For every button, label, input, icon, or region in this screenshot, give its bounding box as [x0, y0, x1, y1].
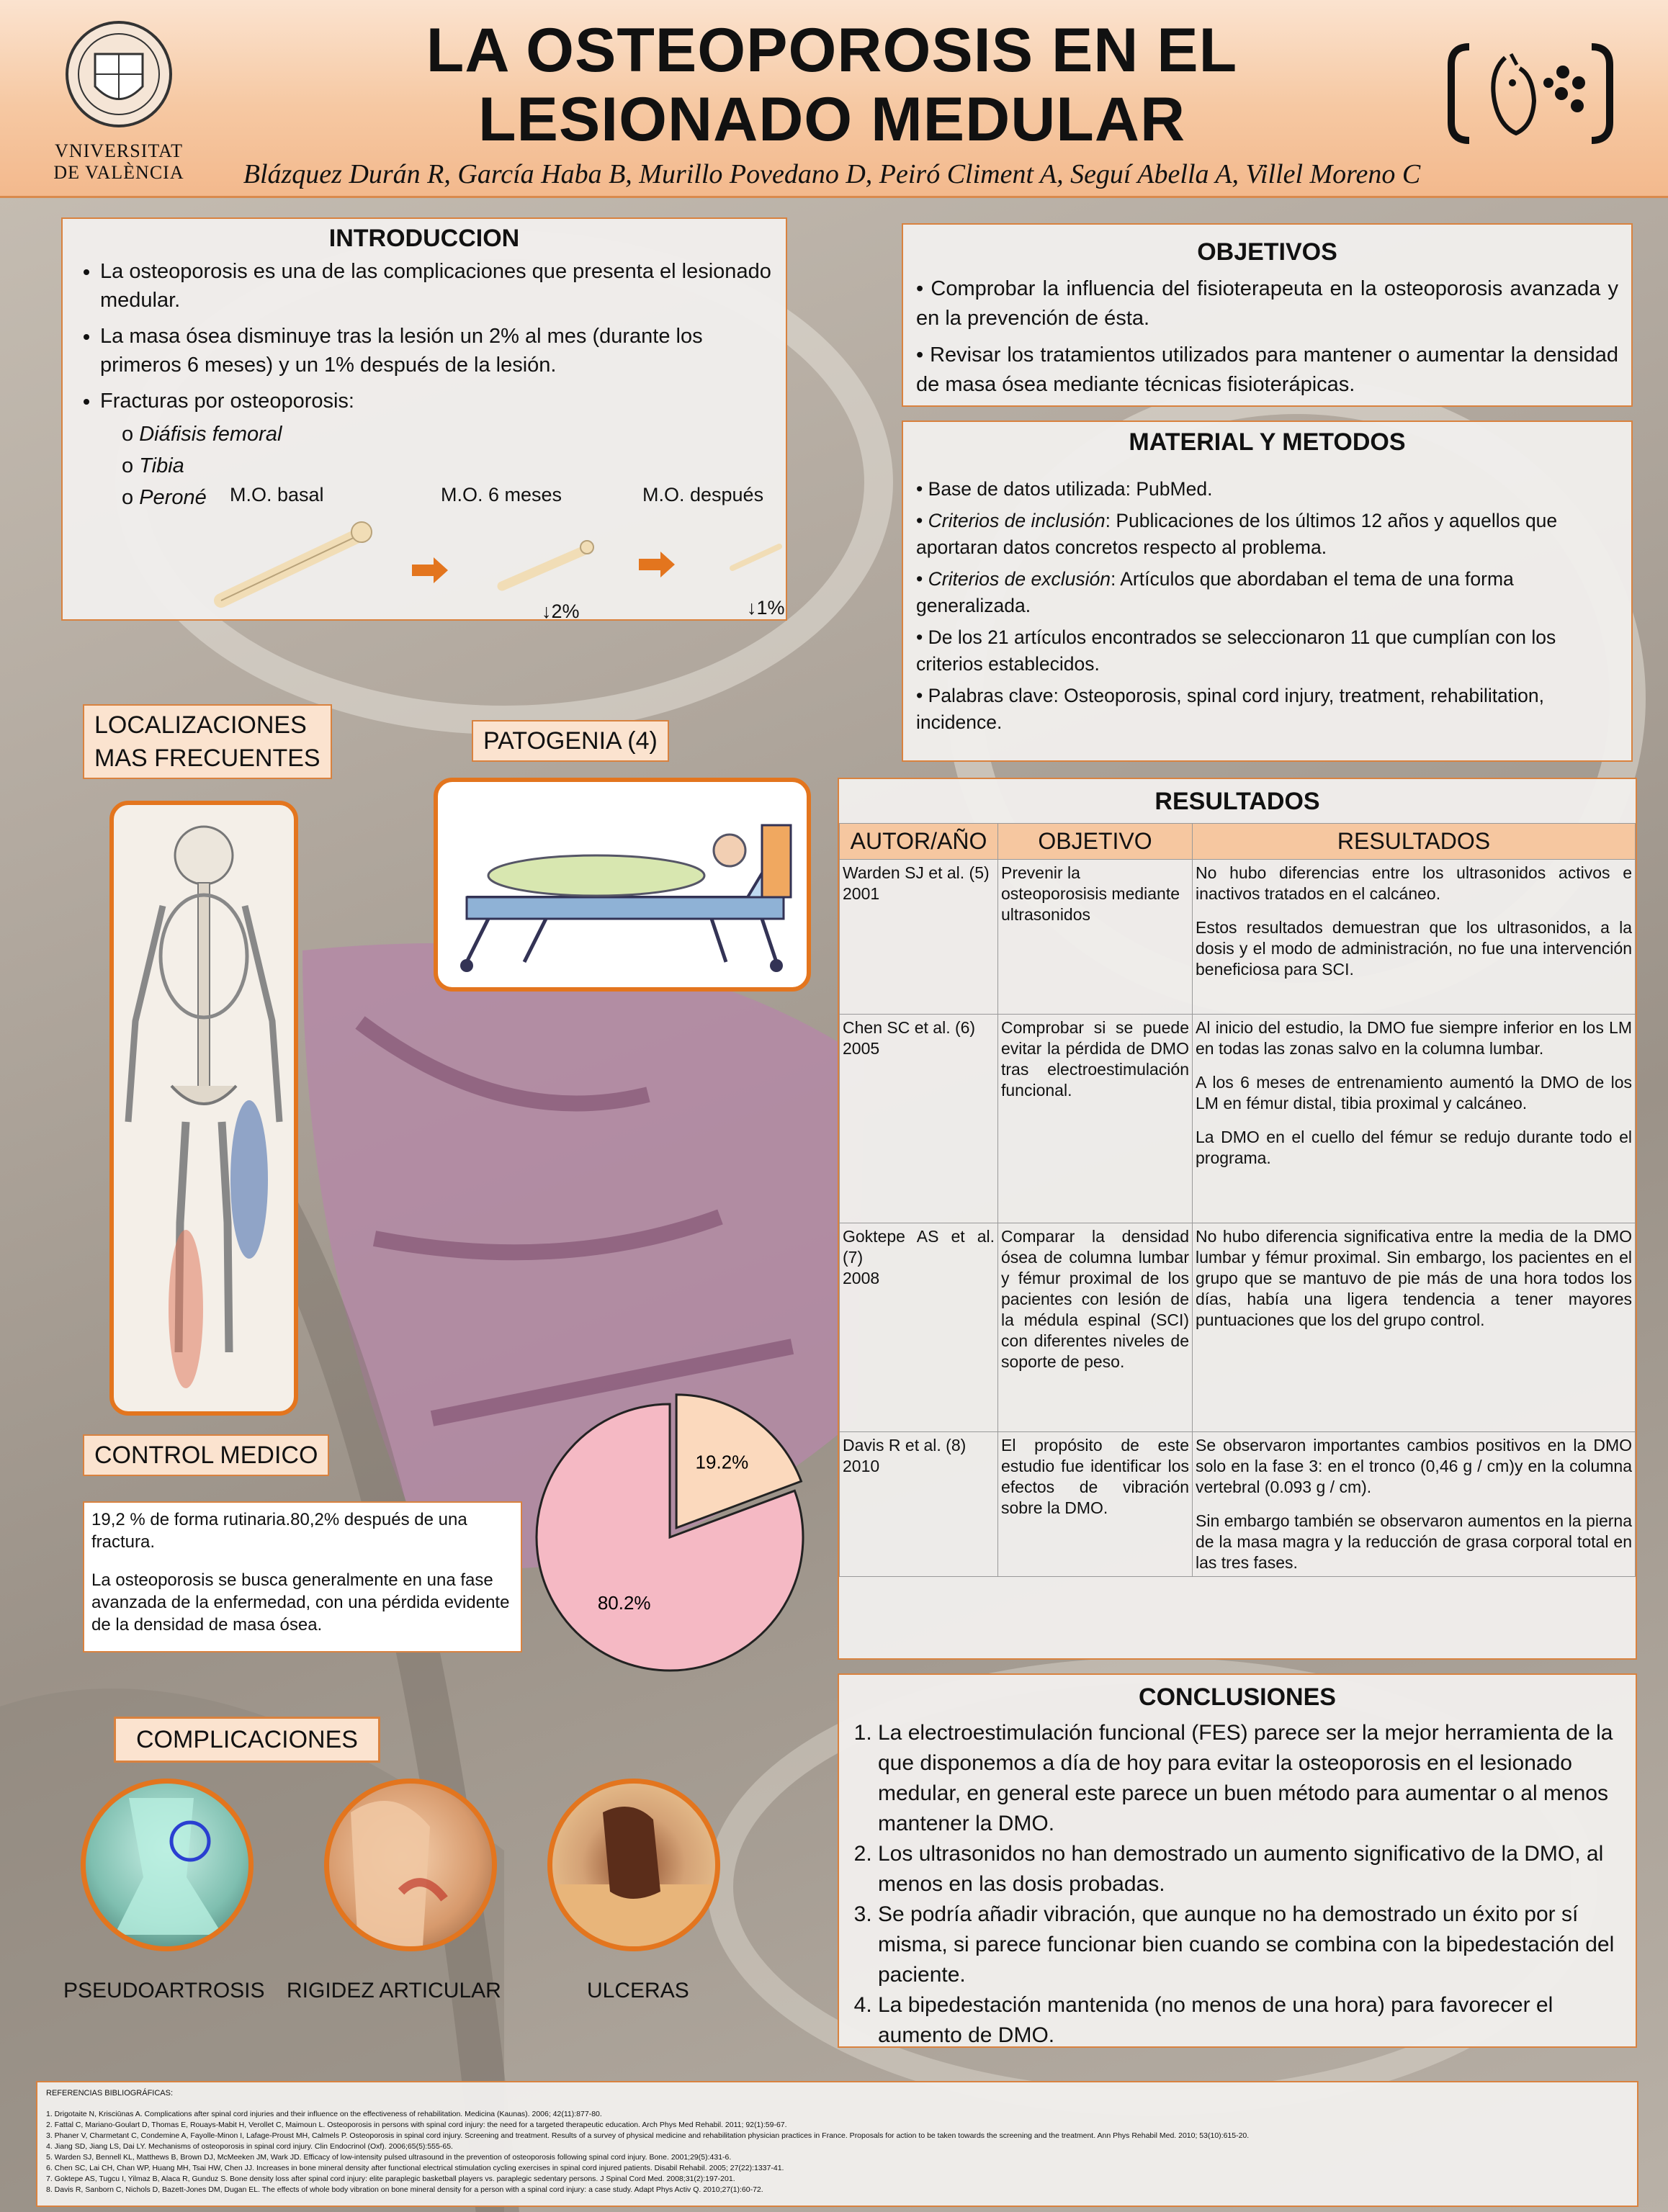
result-paragraph: A los 6 meses de entrenamiento aumentó la DMO de los LM en fémur distal, tibia proximal y calcáneo. — [1196, 1073, 1632, 1112]
methods-item: • Palabras clave: Osteoporosis, spinal cord injury, treatment, rehabilitation, incidence. — [916, 685, 1544, 733]
pseudoartrosis-label: PSEUDOARTROSIS — [63, 1979, 265, 2002]
table-row — [840, 1432, 1636, 1577]
conclusion-item: 4. La bipedestación mantenida (no menos de una hora) para favorecer el aumento de DMO. — [878, 1990, 1623, 2051]
references-section — [36, 2081, 1638, 2207]
intro-bullet-text: Fracturas por osteoporosis: — [100, 390, 354, 413]
methods-text: De los 21 artículos encontrados se seleccionaron 11 que cumplían con los criterios establecidos. — [916, 626, 1556, 675]
author-year: 2001 — [843, 884, 880, 903]
reference-item: 4. Jiang SD, Jiang LS, Dai LY. Mechanisms of osteoporosis in spinal cord injury. Clin Endocrinol (Oxf). 2006;65(5):555-65. — [46, 2142, 453, 2151]
result-paragraph: Al inicio del estudio, la DMO fue siempre inferior en los LM en todas las zonas salvo en la columna lumbar. — [1196, 1018, 1632, 1058]
methods-item: • Criterios de exclusión: Artículos que abordaban el tema de una forma generalizada. — [916, 568, 1514, 616]
author-cell — [840, 1432, 998, 1577]
pie-slice-label: 19.2% — [695, 1451, 749, 1473]
femur-medium-icon — [502, 541, 593, 586]
intro-bullet: • La osteoporosis es una de las complicaciones que presenta el lesionado medular. — [100, 257, 773, 315]
bone-density-diagram — [207, 514, 783, 615]
femur-large-icon — [221, 522, 372, 601]
objective-text: Comprobar la influencia del fisioterapeuta en la osteoporosis avanzada y en la prevención de ésta. — [916, 277, 1618, 330]
objective-item: • Revisar los tratamientos utilizados para mantener o aumentar la densidad de masa ósea mediante técnicas fisioterápicas. — [916, 343, 1618, 396]
results-cell — [1193, 1015, 1636, 1223]
control-pie-chart — [526, 1382, 828, 1685]
objective-cell: Prevenir la osteoporosisis mediante ultrasonidos — [998, 860, 1193, 1015]
methods-text: : Publicaciones de los últimos 12 años y aquellos que aportaran datos concretos respecto al problema. — [916, 510, 1558, 558]
poster-title: LA OSTEOPOROSIS EN EL LESIONADO MEDULAR — [426, 16, 1238, 154]
result-paragraph: No hubo diferencias entre los ultrasonidos activos e inactivos tratados en el calcáneo. — [1196, 863, 1632, 903]
fracture-item: o Diáfisis femoral — [122, 420, 773, 449]
table-row — [840, 860, 1636, 1015]
skeleton-image — [109, 801, 298, 1416]
reference-item: 2. Fattal C, Mariano-Goulart D, Thomas E, Rouays-Mabit H, Verollet C, Maimoun L. Osteoporosis in persons with spinal cord injury: the need for a targeted therapeutic education. Arch Phys Med Rehabil. 2011; 92(1):59-67. — [46, 2121, 787, 2129]
complicaciones-label: COMPLICACIONES — [114, 1717, 380, 1763]
table-header-row — [840, 824, 1636, 860]
objective-item: • Comprobar la influencia del fisioterapeuta en la osteoporosis avanzada y en la prevención de ésta. — [916, 277, 1618, 330]
methods-text: : Artículos que abordaban el tema de una forma generalizada. — [916, 568, 1514, 616]
conclusions-heading: CONCLUSIONES — [1139, 1683, 1336, 1711]
result-paragraph: La DMO en el cuello del fémur se redujo durante todo el programa. — [1196, 1128, 1632, 1167]
methods-item: • De los 21 artículos encontrados se seleccionaron 11 que cumplían con los criterios establecidos. — [916, 626, 1556, 675]
bone-change-1: ↓1% — [747, 597, 785, 619]
author-name: Chen SC et al. (6) — [843, 1018, 976, 1037]
objectives-section — [902, 223, 1633, 407]
bone-change-2: ↓2% — [542, 601, 580, 622]
author-name: Goktepe AS et al. (7) — [843, 1227, 995, 1267]
intro-bullet: • La masa ósea disminuye tras la lesión un 2% al mes (durante los primeros 6 meses) y un 1% después de la lesión. — [100, 322, 773, 379]
tibia-highlight — [169, 1230, 203, 1388]
results-cell — [1193, 860, 1636, 1015]
result-paragraph: Se observaron importantes cambios positivos en la DMO solo en la fase 3: en el tronco (0,46 g / cm)y en la columna vertebral (0.093 g / cm). — [1196, 1436, 1632, 1496]
objectives-heading: OBJETIVOS — [1197, 238, 1337, 266]
author-cell — [840, 1223, 998, 1432]
result-paragraph: No hubo diferencia significativa entre la media de la DMO lumbar y fémur proximal. Sin embargo, los pacientes en el grupo que se mantuvo de pie más de una hora todos los días, había una ligera tendencia a tener mayores puntuaciones que los del grupo control. — [1196, 1227, 1632, 1329]
reference-item: 6. Chen SC, Lai CH, Chan WP, Huang MH, Tsai HW, Chen JJ. Increases in bone mineral density after functional electrical stimulation cycling exercises in spinal cord injured patients. Disabil Rehabil. 2005; 27(22):1337-41. — [46, 2164, 784, 2172]
result-paragraph: Estos resultados demuestran que los ultrasonidos, a la dosis y el modo de administración, no fue una intervención beneficiosa para SCI. — [1196, 918, 1632, 979]
localizaciones-line1: LOCALIZACIONES — [94, 711, 307, 739]
university-logo — [50, 18, 187, 191]
conclusion-item: 3. Se podría añadir vibración, que aunque no ha demostrado un éxito por sí misma, si parece funcionar bien cuando se combina con la bipedestación del paciente. — [878, 1899, 1623, 1990]
conclusions-section — [838, 1673, 1637, 2048]
arrow-right-icon — [639, 552, 675, 577]
methods-label: Criterios de inclusión — [928, 510, 1106, 531]
reference-item: 5. Warden SJ, Bennell KL, Matthews B, Brown DJ, McMeeken JM, Wark JD. Efficacy of low-intensity pulsed ultrasound in the prevention of osteoporosis following spinal cord injury. Bone. 2001;29(5):431-6. — [46, 2153, 732, 2162]
methods-text: Palabras clave: Osteoporosis, spinal cord injury, treatment, rehabilitation, incidence. — [916, 685, 1544, 733]
poster-authors: Blázquez Durán R, García Haba B, Murillo Povedano D, Peiró Climent A, Seguí Abella A, Villel Moreno C — [243, 159, 1421, 189]
table-row — [840, 1223, 1636, 1432]
reference-item: 3. Phaner V, Charmetant C, Condemine A, Fayolle-Minon I, Lafage-Proust MH, Calmels P. Osteoporosis in spinal cord injury. Screening and treatment. Results of a survey of physical medicine and rehabilitation physician practices in France. Proposals for action to be taken towards the screening and the treatment. Ann Phys Rehabil Med. 2010; 53(10):615-20. — [46, 2131, 1250, 2140]
reference-item: 7. Goktepe AS, Tugcu I, Yilmaz B, Alaca R, Gunduz S. Bone density loss after spinal cord injury: elite paraplegic basketball players vs. paraplegic sedentary persons. J Spinal Cord Med. 2008;31(2):197-201. — [46, 2175, 735, 2183]
author-year: 2005 — [843, 1039, 880, 1058]
author-year: 2008 — [843, 1269, 880, 1287]
reference-item: 8. Davis R, Sanborn C, Nichols D, Bazett-Jones DM, Dugan EL. The effects of whole body vibration on bone mineral density for a person with a spinal cord injury: a case study. Adapt Phys Activ Q. 2010;27(1):60-72. — [46, 2185, 763, 2194]
conclusion-item: 1. La electroestimulación funcional (FES) parece ser la mejor herramienta de la que disponemos a día de hoy para evitar la osteoporosis en el lesionado medular, en general este parece un buen método para aumentar o al menos mantener la DMO. — [878, 1718, 1623, 1839]
arrow-right-icon — [412, 557, 448, 583]
author-name: Warden SJ et al. (5) — [843, 863, 990, 882]
femur-highlight — [230, 1100, 268, 1259]
faculty-logo — [1448, 32, 1613, 155]
pie-slice-label: 80.2% — [597, 1592, 651, 1614]
objective-cell: Comprobar si se puede evitar la pérdida de DMO tras electroestimulación funcional. — [998, 1015, 1193, 1223]
localizaciones-line2: MAS FRECUENTES — [94, 745, 320, 772]
results-cell — [1193, 1223, 1636, 1432]
reference-item: 1. Drigotaite N, Krisciūnas A. Complications after spinal cord injuries and their influence on the effectiveness of rehabilitation. Medicina (Kaunas). 2006; 42(11):877-80. — [46, 2110, 602, 2118]
university-name-line1: VNIVERSITAT — [55, 140, 183, 161]
objective-cell: El propósito de este estudio fue identificar los efectos de vibración sobre la DMO. — [998, 1432, 1193, 1577]
ulceras-image — [547, 1779, 720, 1951]
author-cell — [840, 860, 998, 1015]
results-section — [838, 778, 1637, 1660]
control-paragraph: La osteoporosis se busca generalmente en una fase avanzada de la enfermedad, con una pérdida evidente de la densidad de masa ósea. — [91, 1570, 510, 1635]
hospital-bed-image — [434, 778, 811, 992]
patogenia-label: PATOGENIA (4) — [472, 720, 669, 762]
control-medico-text — [83, 1501, 522, 1653]
control-medico-label: CONTROL MEDICO — [83, 1434, 329, 1476]
methods-text: Base de datos utilizada: PubMed. — [928, 478, 1213, 500]
university-name-line2: DE VALÈNCIA — [53, 162, 184, 183]
methods-label: Criterios de exclusión — [928, 568, 1111, 590]
bone-label-basal: M.O. basal — [230, 484, 324, 505]
femur-small-icon — [732, 547, 779, 568]
results-table — [839, 823, 1636, 1577]
pie-chart-svg — [526, 1382, 828, 1685]
column-header: RESULTADOS — [1193, 824, 1636, 860]
result-paragraph: Sin embargo también se observaron aumentos en la pierna de la masa magra y la reducción de grasa corporal total en las tres fases. — [1196, 1511, 1632, 1572]
fracture-item: o Tibia — [122, 451, 773, 480]
fracture-item: o Peroné — [122, 483, 773, 512]
bone-label-after: M.O. después — [642, 484, 764, 505]
ulceras-label: ULCERAS — [587, 1979, 689, 2002]
column-header: AUTOR/AÑO — [840, 824, 998, 860]
rigidez-image — [324, 1779, 497, 1951]
pseudoartrosis-image — [81, 1779, 254, 1951]
results-heading: RESULTADOS — [1154, 788, 1320, 815]
results-cell — [1193, 1432, 1636, 1577]
methods-item: • Base de datos utilizada: PubMed. — [916, 478, 1213, 500]
bone-label-6months: M.O. 6 meses — [441, 484, 562, 505]
references-heading: REFERENCIAS BIBLIOGRÁFICAS: — [46, 2089, 174, 2098]
methods-item: • Criterios de inclusión: Publicaciones de los últimos 12 años y aquellos que aportaran datos concretos respecto al problema. — [916, 510, 1558, 558]
objective-cell: Comparar la densidad ósea de columna lumbar y fémur proximal de los pacientes con lesión de la médula espinal (SCI) con diferentes niveles de soporte de peso. — [998, 1223, 1193, 1432]
methods-section — [902, 421, 1633, 762]
methods-heading: MATERIAL Y METODOS — [1129, 428, 1406, 456]
poster-header — [0, 0, 1668, 198]
introduction-heading: INTRODUCCION — [328, 225, 520, 252]
localizaciones-label — [83, 704, 332, 779]
column-header: OBJETIVO — [998, 824, 1193, 860]
introduction-section — [61, 217, 787, 621]
table-row — [840, 1015, 1636, 1223]
author-name: Davis R et al. (8) — [843, 1436, 967, 1455]
rigidez-label: RIGIDEZ ARTICULAR — [287, 1979, 501, 2002]
conclusion-item: 2. Los ultrasonidos no han demostrado un aumento significativo de la DMO, al menos en las dosis probadas. — [878, 1839, 1623, 1899]
control-paragraph: 19,2 % de forma rutinaria.80,2% después de una fractura. — [91, 1510, 467, 1552]
author-year: 2010 — [843, 1457, 880, 1475]
author-cell — [840, 1015, 998, 1223]
objective-text: Revisar los tratamientos utilizados para mantener o aumentar la densidad de masa ósea mediante técnicas fisioterápicas. — [916, 343, 1618, 396]
